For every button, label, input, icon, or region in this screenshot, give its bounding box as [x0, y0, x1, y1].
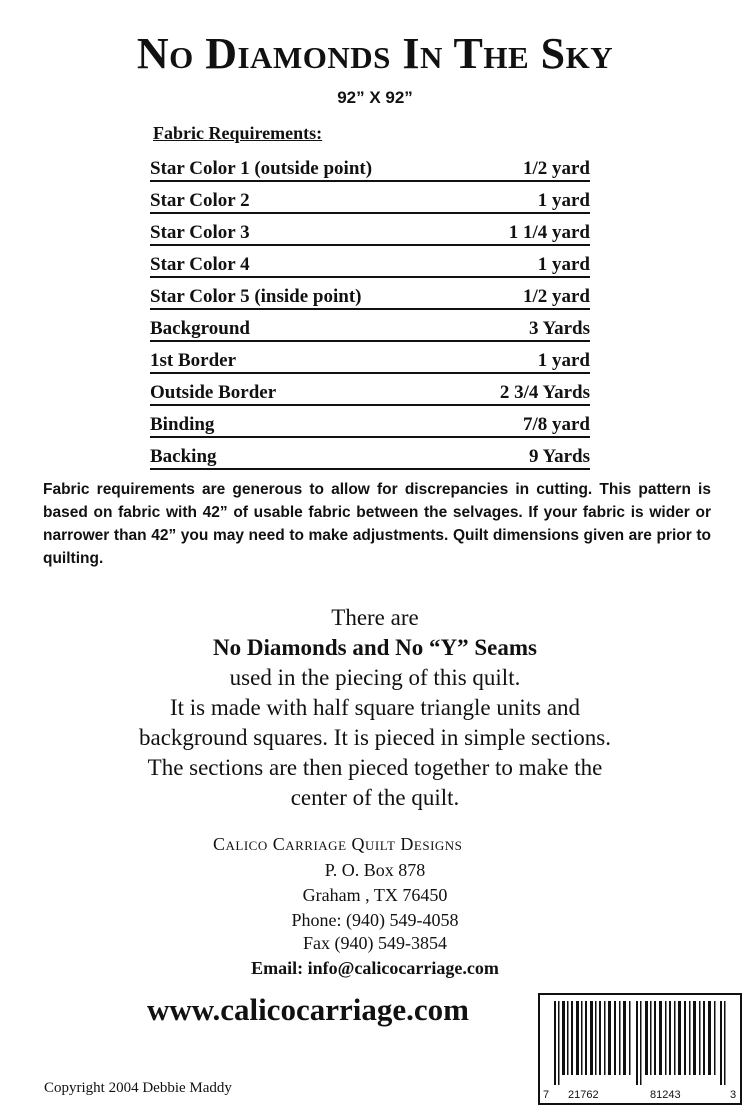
fabric-amount: 1/2 yard: [522, 286, 590, 307]
requirements-row: [150, 406, 590, 438]
copyright-notice: Copyright 2004 Debbie Maddy: [44, 1080, 232, 1096]
description-line: It is made with half square triangle units and: [169, 695, 581, 720]
fabric-amount: 1 yard: [537, 190, 590, 211]
requirements-heading: Fabric Requirements:: [153, 123, 323, 143]
fabric-name: Star Color 5 (inside point): [150, 286, 362, 307]
barcode-group-left: 21762: [568, 1089, 599, 1101]
requirements-row: [150, 214, 590, 246]
requirements-row: [150, 342, 590, 374]
fabric-name: Outside Border: [150, 382, 277, 403]
requirements-row: [150, 310, 590, 342]
fabric-note: Fabric requirements are generous to allow for discrepancies in cutting. This pattern is based on fabric with 42” of usable fabric between the selvages. If your fabric is wider or narrower than 42” you may need to make adjustments. Quilt dimensions given are prior to quilting.: [43, 481, 711, 567]
fabric-amount: 1/2 yard: [522, 158, 590, 179]
description-line: There are: [331, 605, 419, 630]
requirements-row: [150, 182, 590, 214]
barcode-digit-first: 7: [543, 1089, 550, 1101]
fabric-amount: 7/8 yard: [522, 414, 590, 435]
description-line: background squares. It is pieced in simple sections.: [138, 725, 612, 750]
description-line: The sections are then pieced together to make the: [147, 755, 603, 780]
description-block: [0, 603, 750, 813]
fabric-amount: 1 yard: [537, 254, 590, 275]
barcode: [538, 993, 742, 1105]
quilt-dimensions: 92” X 92”: [337, 88, 413, 107]
city-state: Graham , TX 76450: [302, 885, 448, 905]
website-link[interactable]: www.calicocarriage.com: [147, 992, 469, 1027]
requirements-row: [150, 246, 590, 278]
fabric-name: Binding: [150, 414, 215, 435]
requirements-table: [150, 150, 590, 470]
requirements-row: [150, 150, 590, 182]
fabric-name: Star Color 2: [150, 190, 250, 211]
fabric-name: Star Color 3: [150, 222, 250, 243]
barcode-bars: [548, 1001, 734, 1085]
requirements-row: [150, 374, 590, 406]
fabric-name: Background: [150, 318, 250, 339]
po-box: P. O. Box 878: [324, 860, 426, 880]
barcode-group-right: 81243: [650, 1089, 681, 1101]
fabric-amount: 1 yard: [537, 350, 590, 371]
description-line: used in the piecing of this quilt.: [229, 665, 521, 690]
fabric-amount: 3 Yards: [528, 318, 590, 339]
fabric-amount: 1 1/4 yard: [508, 222, 590, 243]
page-title: No Diamonds In The Sky: [136, 29, 614, 78]
barcode-digit-last: 3: [730, 1089, 737, 1101]
requirements-row: [150, 438, 590, 470]
email-address: Email: info@calicocarriage.com: [251, 958, 499, 978]
fabric-name: Star Color 1 (outside point): [150, 158, 373, 179]
fabric-amount: 9 Yards: [528, 446, 590, 467]
description-line: center of the quilt.: [290, 785, 460, 810]
fabric-amount: 2 3/4 Yards: [499, 382, 590, 403]
fabric-name: Star Color 4: [150, 254, 250, 275]
requirements-row: [150, 278, 590, 310]
description-highlight: No Diamonds and No “Y” Seams: [213, 635, 537, 660]
fabric-name: 1st Border: [150, 350, 237, 371]
fabric-name: Backing: [150, 446, 217, 467]
company-name: Calico Carriage Quilt Designs: [213, 834, 463, 854]
fax-number: Fax (940) 549-3854: [303, 933, 447, 953]
phone-number: Phone: (940) 549-4058: [291, 910, 459, 930]
